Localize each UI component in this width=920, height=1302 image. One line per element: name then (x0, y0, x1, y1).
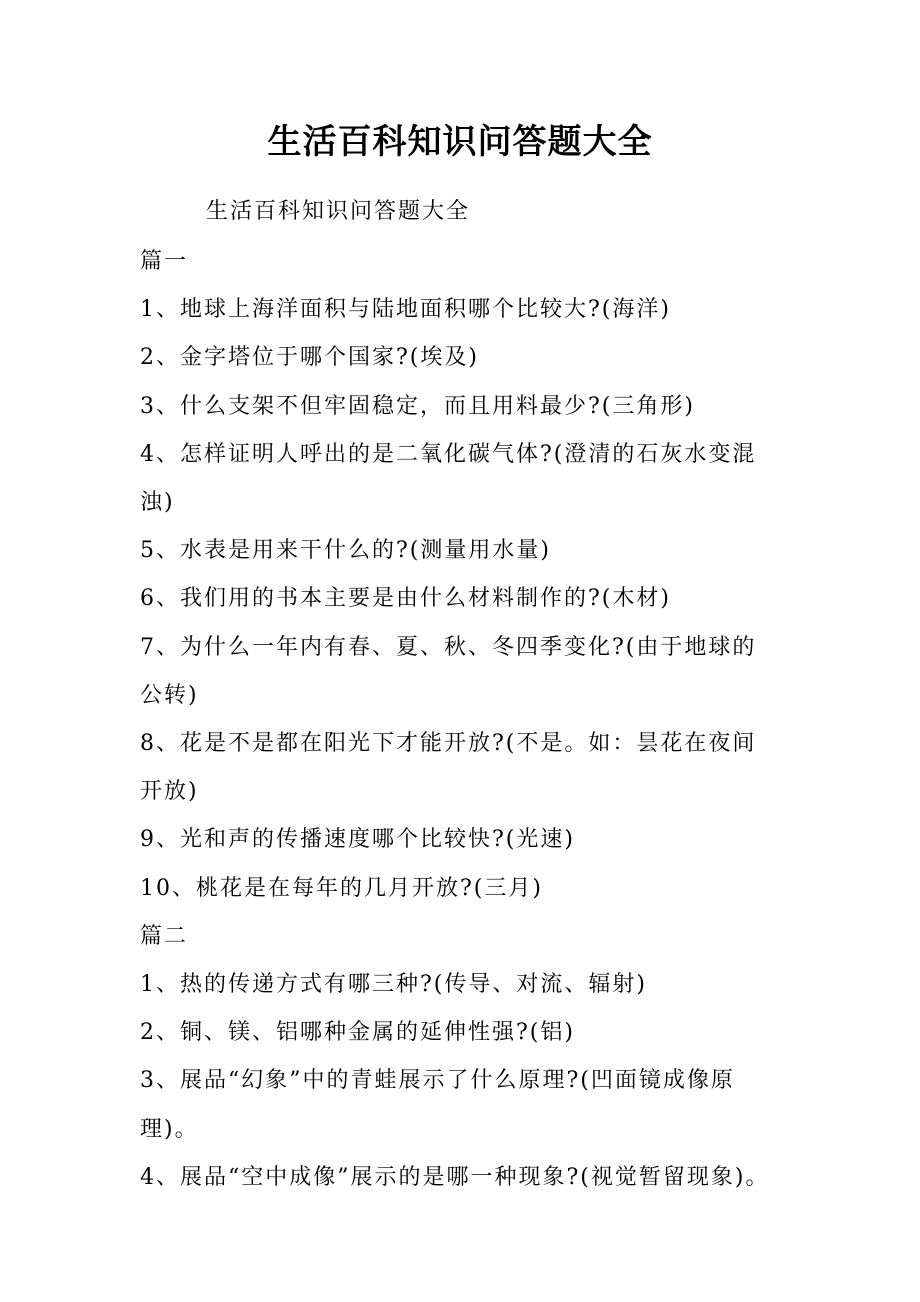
question-item: 2、金字塔位于哪个国家?(埃及) (140, 345, 479, 371)
question-item: 3、展品“幻象”中的青蛙展示了什么原理?(凹面镜成像原理)。 (140, 1068, 735, 1142)
document-title: 生活百科知识问答题大全 (267, 122, 653, 162)
question-item: 8、花是不是都在阳光下才能开放?(不是。如：昙花在夜间开放) (140, 731, 757, 805)
question-item: 4、展品“空中成像”展示的是哪一种现象?(视觉暂留现象)。 (140, 1164, 770, 1190)
question-item: 3、什么支架不但牢固稳定，而且用料最少?(三角形) (140, 393, 695, 419)
question-item: 9、光和声的传播速度哪个比较快?(光速) (140, 827, 575, 853)
question-item: 1、地球上海洋面积与陆地面积哪个比较大?(海洋) (140, 297, 671, 323)
question-item: 2、铜、镁、铝哪种金属的延伸性强?(铝) (140, 1020, 575, 1046)
question-item: 10、桃花是在每年的几月开放?(三月) (140, 875, 543, 901)
question-item: 1、热的传递方式有哪三种?(传导、对流、辐射) (140, 972, 647, 998)
section-heading: 篇一 (140, 249, 189, 274)
document-subtitle: 生活百科知识问答题大全 (206, 199, 471, 224)
document-body (140, 238, 780, 1202)
section-heading: 篇二 (140, 923, 189, 949)
question-item: 5、水表是用来干什么的?(测量用水量) (140, 538, 551, 564)
question-item: 4、怎样证明人呼出的是二氧化碳气体?(澄清的石灰水变混浊) (140, 441, 757, 516)
question-item: 6、我们用的书本主要是由什么材料制作的?(木材) (140, 586, 671, 612)
question-item: 7、为什么一年内有春、夏、秋、冬四季变化?(由于地球的公转) (140, 634, 757, 708)
